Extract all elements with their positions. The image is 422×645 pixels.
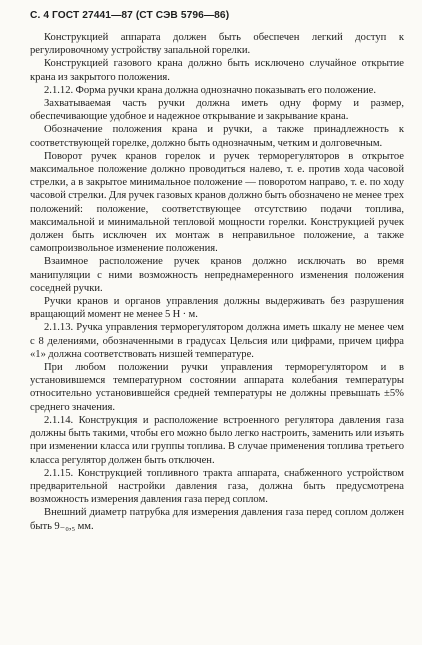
paragraph-11: 2.1.14. Конструкция и расположение встроенного регулятора давления газа должны быть такими, чтобы его можно было легко настроить, заменить или изъять при изменении класса или группы топлива. В случае применения топлива третьего класса регулятор должен быть отключен. — [30, 414, 404, 466]
paragraph-10: При любом положении ручки управления терморегулятором и в установившемся температурном состоянии аппарата колебания температуры относительно установившейся средней температуры не должны превышать ±5% среднего значения. — [30, 362, 404, 413]
paragraph-8: Ручки кранов и органов управления должны выдерживать без разрушения вращающий момент не менее 5 Н · м. — [30, 296, 404, 321]
paragraph-7: Взаимное расположение ручек кранов должно исключать во время манипуляции с ними возможность непреднамеренного изменения положения соседней ручки. — [30, 256, 404, 294]
paragraph-6: Поворот ручек кранов горелок и ручек терморегуляторов в открытое максимальное положение должно проводиться налево, т. е. против хода часовой стрелки, а в закрытое минимальное положение — поворотом направо, т. е. по ходу часовой стрелки. Для ручек газовых кранов должно быть обозначено не менее трех положений: положение, соответствующее отсутствию подачи топлива, максимальной и минимальной тепловой мощности горелки. Конструкцией ручек должен быть исключен их монтаж в неправильное положение, а также самопроизвольное изменение положения. — [30, 150, 404, 255]
paragraph-2: Конструкцией газового крана должно быть исключено случайное открытие крана из закрытого положения. — [30, 58, 404, 83]
page-header: С. 4 ГОСТ 27441—87 (СТ СЭВ 5796—86) — [30, 10, 230, 21]
paragraph-3: 2.1.12. Форма ручки крана должна однозначно показывать его положение. — [44, 84, 376, 96]
paragraph-12: 2.1.15. Конструкцией топливного тракта аппарата, снабженного устройством предварительной настройки давления газа, должна быть предусмотрена возможность измерения давления газа перед соплом. — [30, 467, 404, 506]
paragraph-9: 2.1.13. Ручка управления терморегулятором должна иметь шкалу не менее чем с 8 делениями, обозначенными в градусах Цельсия или цифрами, причем цифра «1» должна соответствовать низшей температуре. — [30, 322, 404, 360]
paragraph-4: Захватываемая часть ручки должна иметь одну форму и размер, обеспечивающие удобное и надежное открывание и закрывание крана. — [30, 98, 404, 123]
paragraph-13: Внешний диаметр патрубка для измерения давления газа перед соплом должен быть 9₋₀,₅ мм. — [30, 507, 404, 532]
paragraph-5: Обозначение положения крана и ручки, а также принадлежность к соответствующей горелке, должно быть однозначным, четким и долговечным. — [30, 124, 404, 149]
paragraph-1: Конструкцией аппарата должен быть обеспечен легкий доступ к регулировочному устройству запальной горелки. — [30, 32, 404, 57]
